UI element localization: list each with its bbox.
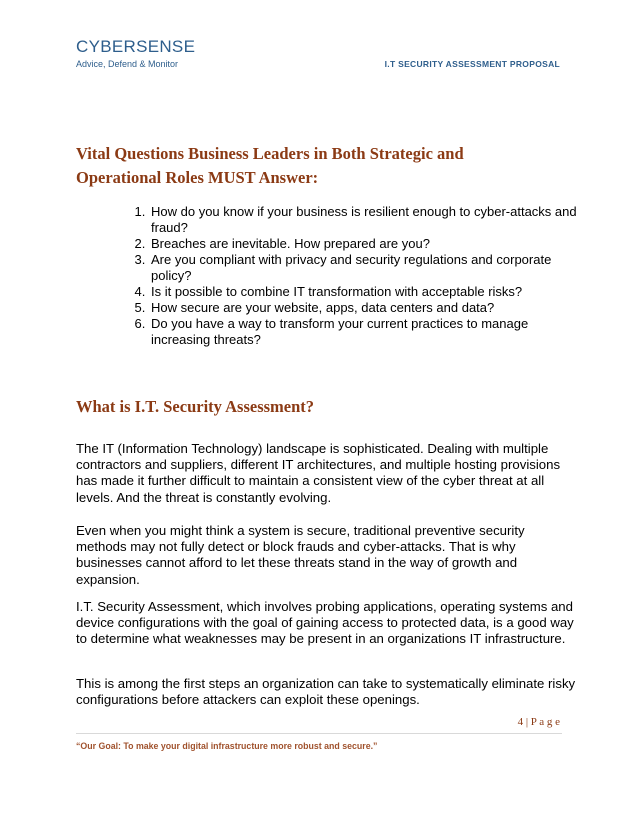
list-item: 6. Do you have a way to transform your current practices to manage increasing threats?	[149, 316, 589, 348]
body-paragraph: This is among the first steps an organization can take to systematically eliminate risky configurations before attackers can exploit these openings.	[76, 676, 576, 708]
list-item: 4. Is it possible to combine IT transformation with acceptable risks?	[149, 284, 589, 300]
page-number	[518, 716, 560, 728]
body-paragraph: The IT (Information Technology) landscape is sophisticated. Dealing with multiple contractors and suppliers, different IT architectures, and multiple hosting provisions has made it further difficult to maintain a consistent view of the cyber threat at all levels. And the threat is constantly evolving.	[76, 441, 561, 505]
section-heading-security-assessment: What is I.T. Security Assessment?	[76, 397, 315, 416]
footer-divider	[76, 733, 562, 734]
questions-list	[132, 204, 589, 348]
brand-name: CYBERSENSE	[76, 37, 196, 56]
section-heading-vital-questions: Vital Questions Business Leaders in Both Strategic and Operational Roles MUST Answer:	[76, 144, 464, 187]
page-separator: |	[525, 716, 529, 728]
page-number-value: 4	[517, 716, 524, 728]
footer-goal: “Our Goal: To make your digital infrastructure more robust and secure.”	[76, 741, 378, 751]
page-label: P a g e	[530, 716, 560, 728]
list-item: 1. How do you know if your business is resilient enough to cyber-attacks and fraud?	[149, 204, 589, 236]
list-item: 5. How secure are your website, apps, data centers and data?	[149, 300, 589, 316]
document-title: I.T SECURITY ASSESSMENT PROPOSAL	[384, 59, 560, 69]
list-item: 3. Are you compliant with privacy and security regulations and corporate policy?	[149, 252, 589, 284]
brand-tagline: Advice, Defend & Monitor	[76, 59, 179, 69]
body-paragraph: I.T. Security Assessment, which involves probing applications, operating systems and device configurations with the goal of gaining access to protected data, is a good way to determine what weaknesses may be present in an organizations IT infrastructure.	[76, 599, 574, 647]
list-item: 2. Breaches are inevitable. How prepared are you?	[149, 236, 589, 252]
body-paragraph: Even when you might think a system is secure, traditional preventive security methods may not fully detect or block frauds and cyber-attacks. That is why businesses cannot afford to let these threats stand in the way of growth and expansion.	[76, 523, 525, 587]
